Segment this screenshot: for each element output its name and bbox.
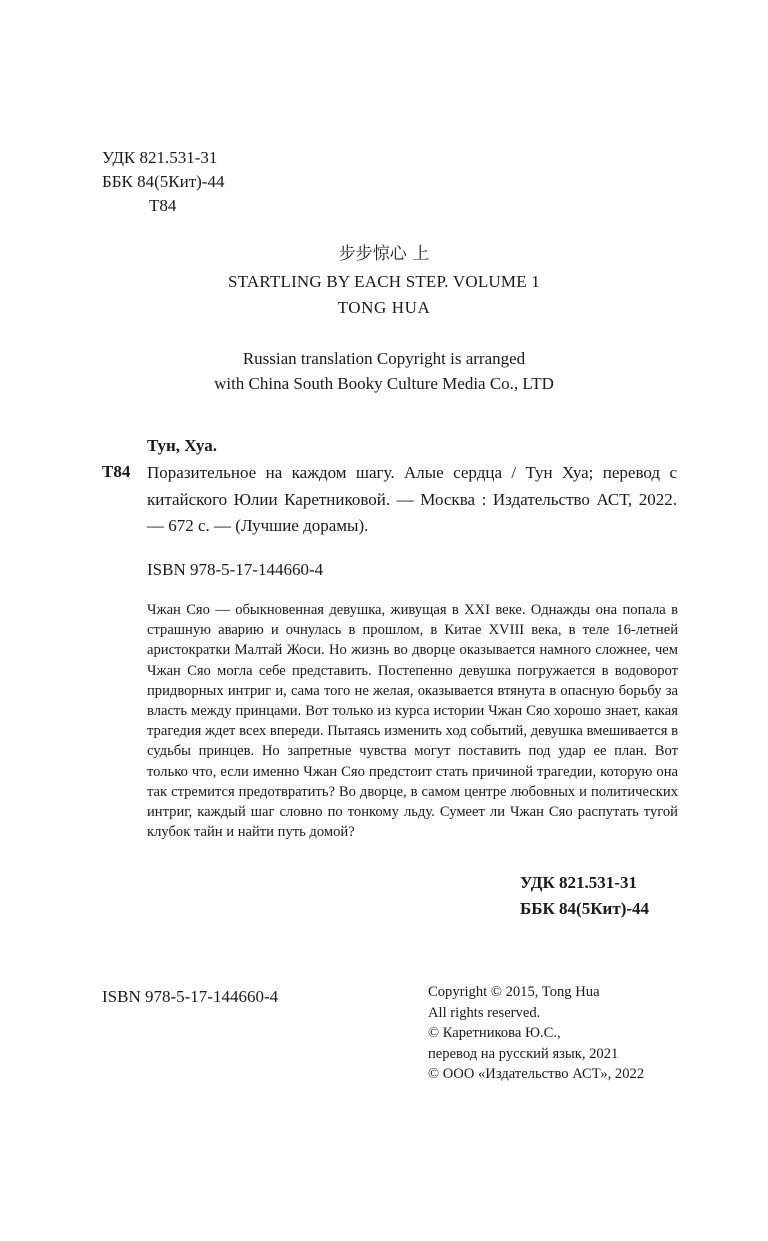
rights-line: Russian translation Copyright is arranged bbox=[242, 349, 526, 368]
copyright-line: © Каретникова Ю.С., bbox=[428, 1025, 561, 1042]
udk-code-bold: УДК 821.531-31 bbox=[520, 873, 637, 892]
bbk-code-bold: ББК 84(5Кит)-44 bbox=[520, 899, 650, 918]
rights-line: with China South Booky Culture Media Co., LTD bbox=[214, 374, 554, 393]
isbn-footer: ISBN 978-5-17-144660-4 bbox=[102, 987, 279, 1006]
classification-codes-bottom bbox=[520, 870, 649, 922]
original-title-chinese: 步步惊心 上 bbox=[338, 244, 430, 264]
classification-codes bbox=[102, 146, 224, 218]
author-mark-bold: Т84 bbox=[102, 462, 131, 481]
copyright-block bbox=[428, 982, 644, 1085]
udk-code: УДК 821.531-31 bbox=[102, 148, 218, 167]
copyright-line: перевод на русский язык, 2021 bbox=[428, 1045, 619, 1062]
copyright-line: All rights reserved. bbox=[428, 1004, 541, 1021]
original-author: TONG HUA bbox=[337, 298, 431, 317]
annotation: Чжан Сяо — обыкновенная девушка, живущая в XXI веке. Однажды она попала в страшную аварию и очнулась в прошлом, в Китае XVIII века, в теле 16-летней аристократки Малтай Жоси. Но жизнь во дворце оказывается намного сложнее, чем Чжан Сяо могла себе представить. Постепенно девушка погружается в водоворот придворных интриг и, сама того не желая, оказывается втянута в опасную борьбу за власть между принцами. Вот только из курса истории Чжан Сяо хорошо знает, какая трагедия ждет всех впереди. Пытаясь изменить ход событий, девушка вмешивается в судьбы принцев. Но запретные чувства могут поставить под удар ее план. Вот только что, если именно Чжан Сяо предстоит стать причиной трагедии, которую она так стремится предотвратить? Во дворце, в самом центре любовных и политических интриг, каждый шаг словно по тонкому льду. Сумеет ли Чжан Сяо распутать тугой клубок тайн и найти путь домой? bbox=[147, 602, 678, 841]
original-title-english: STARTLING BY EACH STEP. VOLUME 1 bbox=[228, 272, 540, 291]
rights-notice bbox=[0, 346, 768, 396]
bibliographic-description: Поразительное на каждом шагу. Алые сердца / Тун Хуа; перевод с китайского Юлии Каретниковой. — Москва : Издательство АСТ, 2022. — 672 с. — (Лучшие дорамы). bbox=[147, 463, 677, 535]
copyright-line: © ООО «Издательство АСТ», 2022 bbox=[428, 1066, 645, 1083]
isbn-record: ISBN 978-5-17-144660-4 bbox=[147, 560, 324, 579]
bbk-code: ББК 84(5Кит)-44 bbox=[102, 172, 225, 191]
author-heading: Тун, Хуа. bbox=[147, 436, 217, 455]
author-mark: Т84 bbox=[149, 196, 177, 215]
copyright-line: Copyright © 2015, Tong Hua bbox=[428, 984, 600, 1000]
